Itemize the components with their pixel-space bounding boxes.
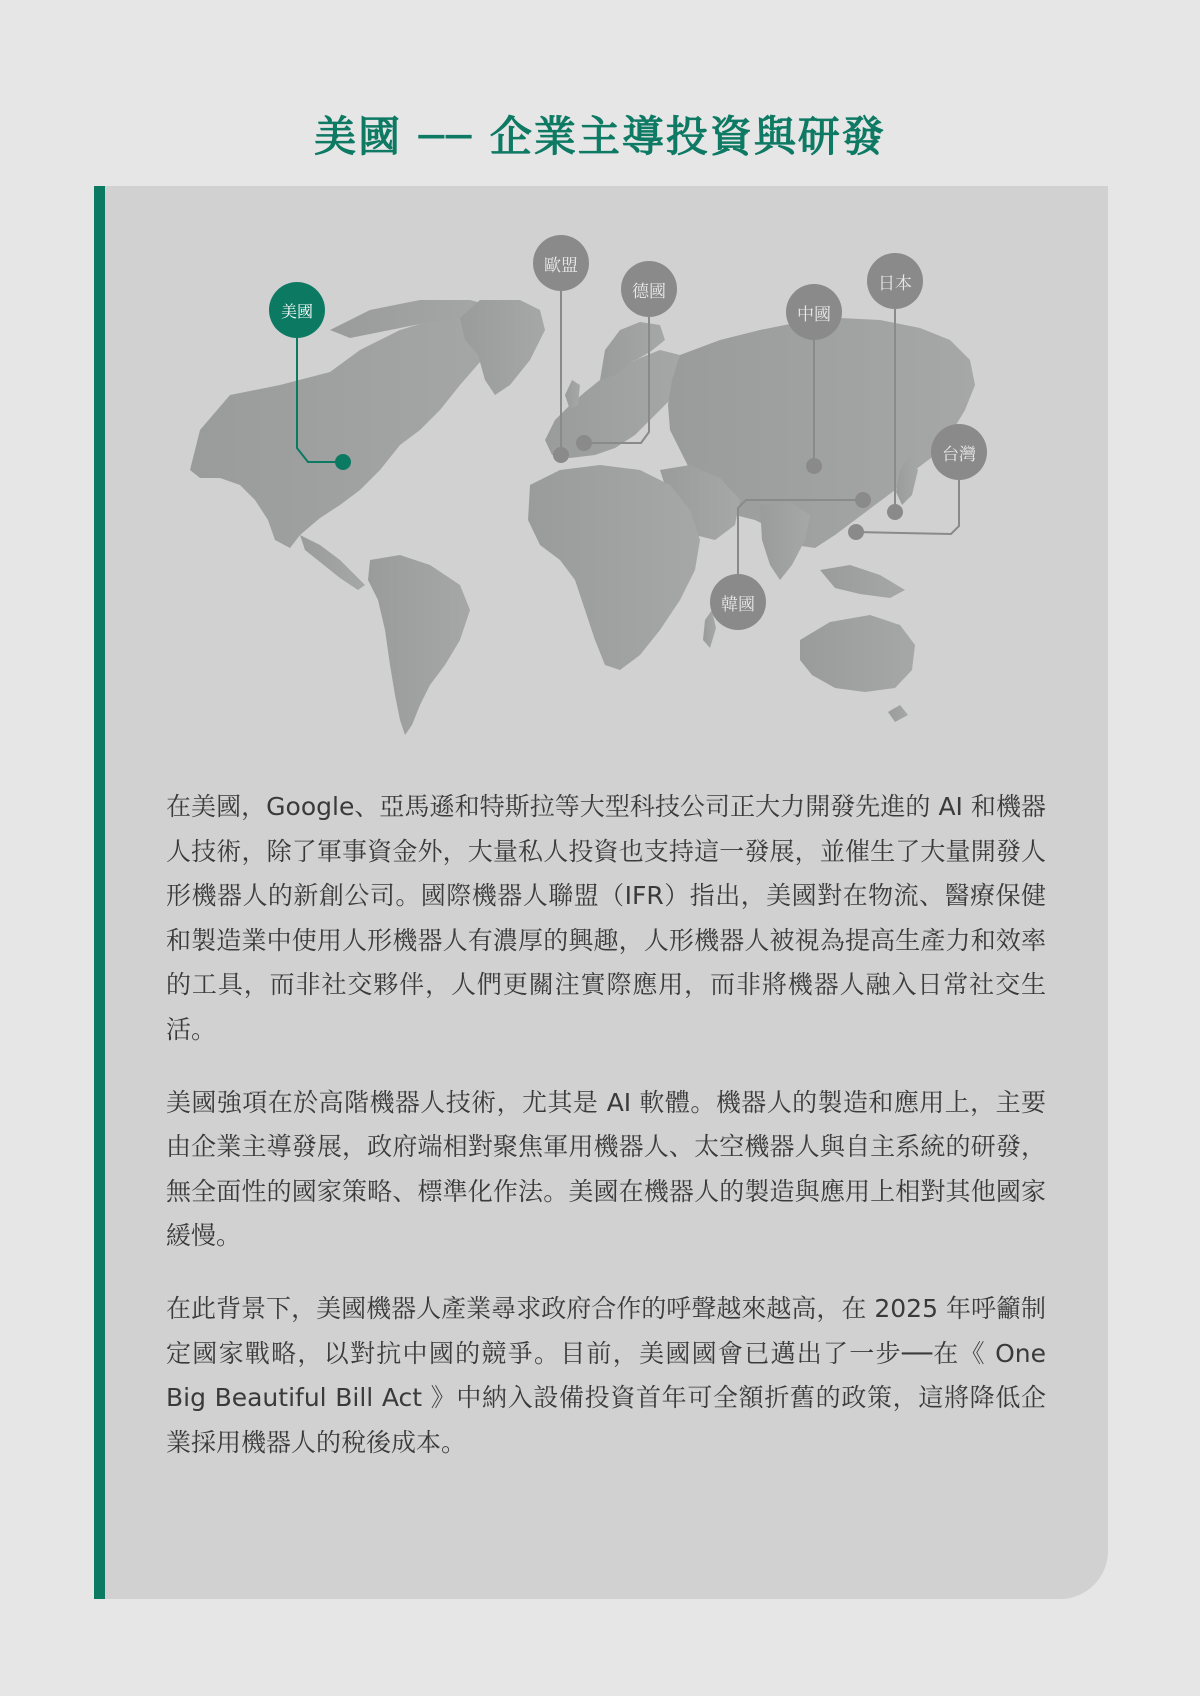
- map-pin-usa: 美國: [269, 282, 325, 338]
- location-dot-korea: [855, 492, 871, 508]
- map-pin-germany: 德國: [621, 261, 677, 317]
- location-dot-germany: [576, 435, 592, 451]
- location-dot-japan: [887, 504, 903, 520]
- page-title: 美國 ── 企業主導投資與研發: [314, 112, 886, 161]
- location-dot-china: [806, 458, 822, 474]
- location-dot-eu: [553, 447, 569, 463]
- map-pin-japan: 日本: [867, 253, 923, 309]
- paragraph-2: 美國強項在於高階機器人技術，尤其是 AI 軟體。機器人的製造和應用上，主要由企業主導發展，政府端相對聚焦軍用機器人、太空機器人與自主系統的研發，無全面性的國家策略、標準化作法。美國在機器人的製造與應用上相對其他國家緩慢。: [166, 1087, 1046, 1251]
- map-pin-china: 中國: [786, 284, 842, 340]
- map-pin-taiwan: 台灣: [931, 424, 987, 480]
- location-dot-usa: [335, 454, 351, 470]
- location-dot-taiwan: [848, 524, 864, 540]
- map-pin-eu: 歐盟: [533, 235, 589, 291]
- paragraph-3: 在此背景下，美國機器人產業尋求政府合作的呼聲越來越高，在 2025 年呼籲制定國家戰略，以對抗中國的競爭。目前，美國國會已邁出了一步──在《 One Big Beautiful Bill Act 》中納入設備投資首年可全額折舊的政策，這將降低企業採用機器人的稅後成本。: [166, 1293, 1046, 1457]
- paragraph-1: 在美國，Google、亞馬遜和特斯拉等大型科技公司正大力開發先進的 AI 和機器人技術，除了軍事資金外，大量私人投資也支持這一發展，並催生了大量開發人形機器人的新創公司。國際機器人聯盟（IFR）指出，美國對在物流、醫療保健和製造業中使用人形機器人有濃厚的興趣，人形機器人被視為提高生產力和效率的工具，而非社交夥伴，人們更關注實際應用，而非將機器人融入日常社交生活。: [166, 792, 1046, 1044]
- body-text: [166, 785, 1046, 1493]
- map-pin-korea: 韓國: [710, 574, 766, 630]
